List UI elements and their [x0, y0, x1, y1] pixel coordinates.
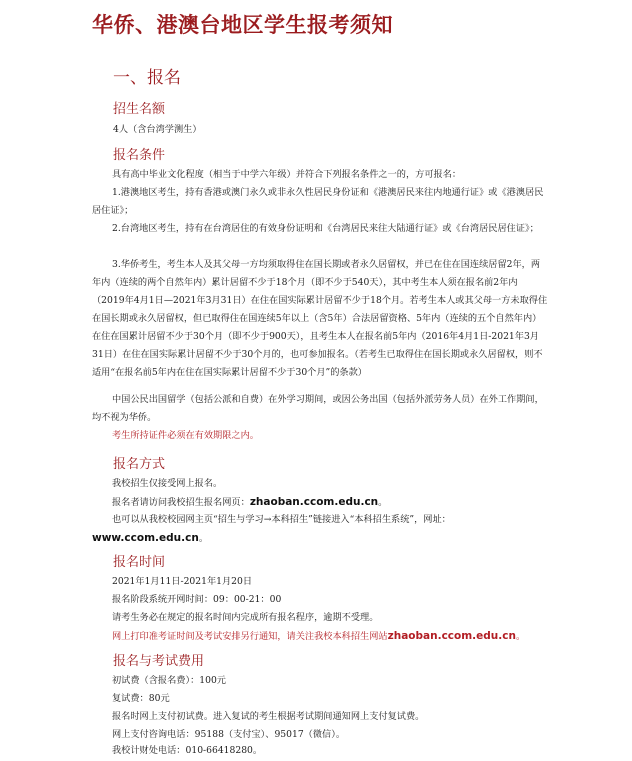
- time-dates: 2021年1月11日-2021年1月20日: [112, 576, 253, 587]
- method-line-3: 也可以从我校校园网主页“招生与学习→本科招生”链接进入“本科招生系统”，网址：: [112, 514, 451, 525]
- method-line-2-prefix: 报名者请访问我校招生报名网页：: [112, 497, 250, 508]
- time-print-notice: [92, 627, 548, 646]
- admission-site-link[interactable]: zhaoban.ccom.edu.cn: [387, 630, 516, 642]
- conditions-warning: 考生所持证件必须在有效期限之内。: [112, 430, 259, 441]
- time-notice: 请考生务必在规定的报名时间内完成所有报名程序，逾期不受理。: [112, 612, 379, 623]
- method-line-2-suffix: 。: [378, 497, 388, 508]
- condition-item-1: 1.港澳地区考生，持有香港或澳门永久或非永久性居民身份证和《港澳居民来往内地通行证》或《港澳居民居住证》；: [92, 187, 544, 216]
- time-hours: 报名阶段系统开网时间：09：00-21：00: [112, 594, 282, 605]
- condition-item-2: 2.台湾地区考生，持有在台湾居住的有效身份证明和《台湾居民来往大陆通行证》或《台湾居民居住证》；: [112, 223, 539, 234]
- quota-heading: 招生名额: [113, 102, 166, 117]
- registration-site-link[interactable]: zhaoban.ccom.edu.cn: [249, 496, 379, 508]
- method-line-4-suffix: 。: [198, 533, 208, 544]
- campus-site-link[interactable]: www.ccom.edu.cn: [92, 532, 199, 544]
- time-print-suffix: 。: [515, 631, 526, 642]
- time-heading: 报名时间: [113, 555, 166, 570]
- section-heading-registration: 一、报名: [113, 68, 181, 88]
- fees-second: 复试费：80元: [112, 693, 170, 704]
- quota-text: 4人（含台湾学测生）: [113, 124, 202, 135]
- fees-first: 初试费（含报名费）：100元: [112, 675, 226, 686]
- fees-heading: 报名与考试费用: [113, 654, 205, 669]
- fees-finance: 我校计财处电话：010-66418280。: [112, 745, 263, 756]
- conditions-note: 中国公民出国留学（包括公派和自费）在外学习期间，或因公务出国（包括外派劳务人员）在外工作期间，均不视为华侨。: [92, 394, 544, 423]
- condition-item-3: 3.华侨考生，考生本人及其父母一方均须取得住在国长期或者永久居留权，并已在住在国连续居留2年，两年内（连续的两个自然年内）累计居留不少于18个月（即不少于540天），其中考生本人须在报名前2年内（2019年4月1日—2021年3月31日）在住在国实际累计居留不少于18个月。若考生本人或其父母一方未取得住在国长期或永久居留权，但已取得住在国连续5年以上（含5年）合法居留资格、5年内（连续的五个自然年内）在住在国累计居留不少于30个月（即不少于900天），且考生本人在报名前5年内（2016年4月1日-2021年3月31日）在住在国实际累计居留不少于30个月的，也可参加报名。（若考生已取得住在国长期或永久居留权，则不适用“在报名前5年内在住在国实际累计居留不少于30个月”的条款）: [92, 259, 548, 378]
- fees-pay: 报名时网上支付初试费。进入复试的考生根据考试期间通知网上支付复试费。: [112, 711, 425, 722]
- method-heading: 报名方式: [113, 457, 166, 472]
- conditions-intro: 具有高中毕业文化程度（相当于中学六年级）并符合下列报名条件之一的，方可报名：: [112, 169, 462, 180]
- method-line-4: [92, 529, 548, 548]
- conditions-heading: 报名条件: [113, 148, 166, 163]
- fees-consult: 网上支付咨询电话：95188（支付宝）、95017（微信）。: [112, 729, 346, 740]
- method-line-1: 我校招生仅接受网上报名。: [112, 478, 223, 489]
- time-print-prefix: 网上打印准考证时间及考试安排另行通知，请关注我校本科招生网站: [112, 631, 388, 642]
- method-line-2: [92, 493, 548, 512]
- page-title: 华侨、港澳台地区学生报考须知: [92, 13, 393, 37]
